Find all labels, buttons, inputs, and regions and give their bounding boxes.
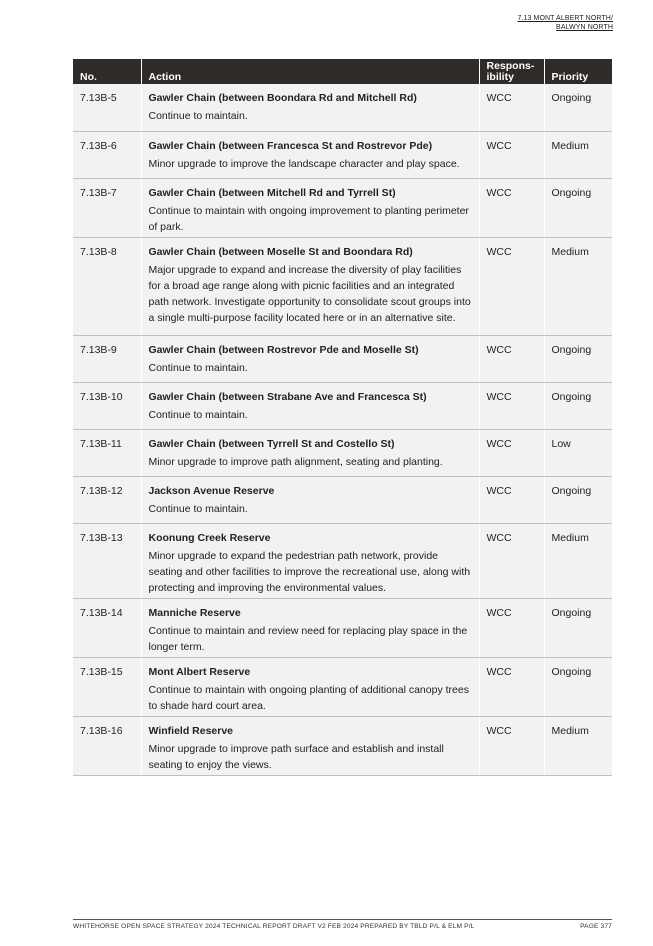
- row-number: 7.13B-8: [73, 237, 141, 335]
- action-description: Continue to maintain.: [148, 408, 248, 421]
- action-description: Continue to maintain with ongoing improvement to planting perimeter of park.: [148, 204, 469, 233]
- row-responsibility: WCC: [479, 657, 544, 716]
- action-title: Winfield Reserve: [148, 724, 234, 737]
- row-number: 7.13B-7: [73, 178, 141, 237]
- action-title: Jackson Avenue Reserve: [148, 484, 275, 497]
- table-row: [73, 131, 612, 178]
- row-action: [141, 335, 479, 382]
- row-action: [141, 476, 479, 523]
- actions-table: [73, 59, 612, 776]
- row-responsibility: WCC: [479, 178, 544, 237]
- action-description: Continue to maintain.: [148, 361, 248, 374]
- action-title: Gawler Chain (between Francesca St and Rostrevor Pde): [148, 139, 433, 152]
- row-number: 7.13B-10: [73, 382, 141, 429]
- page-footer: [73, 919, 612, 930]
- row-action: [141, 523, 479, 598]
- action-title: Mont Albert Reserve: [148, 665, 251, 678]
- row-responsibility: WCC: [479, 237, 544, 335]
- footer-document-info: WHITEHORSE OPEN SPACE STRATEGY 2024 TECHNICAL REPORT DRAFT V2 FEB 2024 PREPARED BY TBLD P/L & ELM P/L: [73, 923, 475, 930]
- row-number: 7.13B-9: [73, 335, 141, 382]
- action-description: Continue to maintain.: [148, 502, 248, 515]
- row-action: [141, 382, 479, 429]
- action-description: Continue to maintain and review need for replacing play space in the longer term.: [148, 624, 468, 653]
- table-row: [73, 716, 612, 775]
- action-title: Gawler Chain (between Tyrrell St and Costello St): [148, 437, 395, 450]
- table-row: [73, 598, 612, 657]
- row-priority: Ongoing: [544, 84, 612, 131]
- table-header-row: [73, 59, 612, 84]
- column-header-responsibility: Respons- ibility: [479, 59, 544, 84]
- table-row: [73, 476, 612, 523]
- action-description: Major upgrade to expand and increase the diversity of play facilities for a broad age range along with picnic facilities and an integrated path network. Investigate opportunity to consolidate scout groups into a single multi-purpose facility located here or in an alternative site.: [148, 263, 471, 324]
- row-priority: Ongoing: [544, 657, 612, 716]
- row-number: 7.13B-5: [73, 84, 141, 131]
- action-description: Continue to maintain with ongoing planting of additional canopy trees to shade hard court area.: [148, 683, 469, 712]
- row-action: [141, 131, 479, 178]
- action-title: Gawler Chain (between Rostrevor Pde and Moselle St): [148, 343, 419, 356]
- row-action: [141, 716, 479, 775]
- section-reference-line-1: 7.13 MONT ALBERT NORTH/: [517, 15, 613, 22]
- column-header-action: Action: [141, 59, 479, 84]
- row-priority: Medium: [544, 131, 612, 178]
- row-number: 7.13B-6: [73, 131, 141, 178]
- row-responsibility: WCC: [479, 84, 544, 131]
- row-number: 7.13B-14: [73, 598, 141, 657]
- row-priority: Medium: [544, 716, 612, 775]
- table-row: [73, 523, 612, 598]
- action-title: Manniche Reserve: [148, 606, 241, 619]
- row-number: 7.13B-15: [73, 657, 141, 716]
- table-row: [73, 237, 612, 335]
- action-title: Gawler Chain (between Mitchell Rd and Tyrrell St): [148, 186, 396, 199]
- row-responsibility: WCC: [479, 716, 544, 775]
- row-responsibility: WCC: [479, 429, 544, 476]
- table-row: [73, 178, 612, 237]
- row-priority: Ongoing: [544, 382, 612, 429]
- section-reference-line-2: BALWYN NORTH: [556, 24, 613, 31]
- action-description: Minor upgrade to expand the pedestrian path network, provide seating and other facilities to improve the recreational use, along with protecting and improving the environmental values.: [148, 549, 471, 594]
- section-reference: [517, 14, 613, 32]
- row-priority: Ongoing: [544, 178, 612, 237]
- row-responsibility: WCC: [479, 523, 544, 598]
- column-header-priority: Priority: [544, 59, 612, 84]
- action-title: Koonung Creek Reserve: [148, 531, 271, 544]
- row-number: 7.13B-12: [73, 476, 141, 523]
- table-row: [73, 657, 612, 716]
- column-header-no: No.: [73, 59, 141, 84]
- row-action: [141, 429, 479, 476]
- action-title: Gawler Chain (between Strabane Ave and Francesca St): [148, 390, 427, 403]
- action-title: Gawler Chain (between Boondara Rd and Mitchell Rd): [148, 92, 417, 104]
- row-number: 7.13B-11: [73, 429, 141, 476]
- page-number: PAGE 377: [580, 923, 612, 930]
- row-priority: Medium: [544, 523, 612, 598]
- row-number: 7.13B-13: [73, 523, 141, 598]
- row-responsibility: WCC: [479, 476, 544, 523]
- action-description: Minor upgrade to improve path surface and establish and install seating to enjoy the views.: [148, 742, 444, 771]
- row-priority: Ongoing: [544, 476, 612, 523]
- row-priority: Ongoing: [544, 335, 612, 382]
- action-description: Continue to maintain.: [148, 110, 248, 122]
- action-description: Minor upgrade to improve the landscape character and play space.: [148, 157, 460, 170]
- row-action: [141, 84, 479, 131]
- row-action: [141, 237, 479, 335]
- row-priority: Low: [544, 429, 612, 476]
- row-action: [141, 598, 479, 657]
- table-row: [73, 84, 612, 131]
- table-body: [73, 84, 612, 775]
- table-row: [73, 382, 612, 429]
- row-responsibility: WCC: [479, 131, 544, 178]
- row-responsibility: WCC: [479, 382, 544, 429]
- row-action: [141, 178, 479, 237]
- row-number: 7.13B-16: [73, 716, 141, 775]
- table-row: [73, 429, 612, 476]
- row-responsibility: WCC: [479, 598, 544, 657]
- action-title: Gawler Chain (between Moselle St and Boondara Rd): [148, 245, 413, 258]
- row-priority: Medium: [544, 237, 612, 335]
- action-description: Minor upgrade to improve path alignment, seating and planting.: [148, 455, 443, 468]
- row-priority: Ongoing: [544, 598, 612, 657]
- table-row: [73, 335, 612, 382]
- row-action: [141, 657, 479, 716]
- row-responsibility: WCC: [479, 335, 544, 382]
